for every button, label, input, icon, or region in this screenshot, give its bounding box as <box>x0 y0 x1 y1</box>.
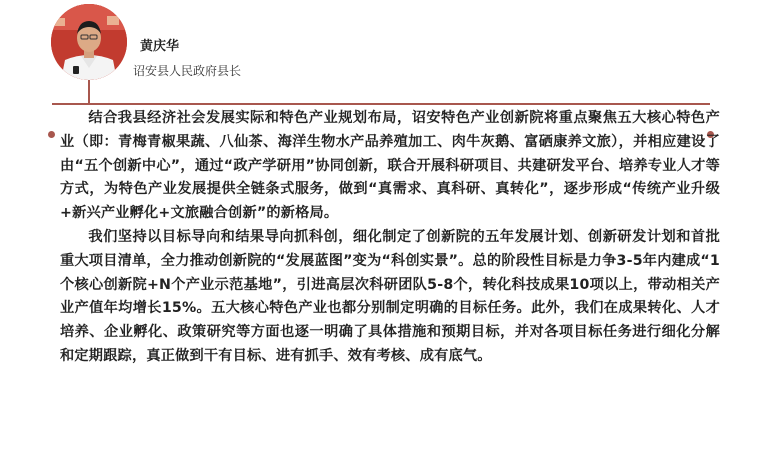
left-bullet-dot <box>48 131 55 138</box>
portrait-image <box>51 4 127 80</box>
author-name: 黄庆华 <box>140 39 180 54</box>
author-title: 诏安县人民政府县长 <box>133 64 242 78</box>
author-avatar <box>51 4 127 80</box>
paragraph: 结合我县经济社会发展实际和特色产业规划布局，诏安特色产业创新院将重点聚焦五大核心特色产业（即：青梅青椒果蔬、八仙茶、海洋生物水产品养殖加工、肉牛灰鹅、富硒康养文旅），并相应建设了由“五个创新中心”，通过“政产学研用”协同创新，联合开展科研项目、共建研发平台、培养专业人才等方式，为特色产业发展提供全链条式服务，做到“真需求、真科研、真转化”，逐步形成“传统产业升级+新兴产业孵化+文旅融合创新”的新格局。 <box>60 110 720 222</box>
paragraph: 我们坚持以目标导向和结果导向抓科创，细化制定了创新院的五年发展计划、创新研发计划和首批重大项目清单，全力推动创新院的“发展蓝图”变为“科创实景”。总的阶段性目标是力争3-5年内建成“1个核心创新院+N个产业示范基地”，引进高层次科研团队5-8个，转化科技成果10项以上，带动相关产业产值年均增长15%。五大核心特色产业也都分别制定明确的目标任务。此外，我们在成果转化、人才培养、企业孵化、政策研究等方面也逐一明确了具体措施和预期目标，并对各项目标任务进行细化分解和定期跟踪，真正做到干有目标、进有抓手、效有考核、成有底气。 <box>60 228 720 364</box>
connector-line <box>88 80 90 104</box>
divider-line <box>52 103 710 105</box>
quote-body <box>60 107 720 369</box>
